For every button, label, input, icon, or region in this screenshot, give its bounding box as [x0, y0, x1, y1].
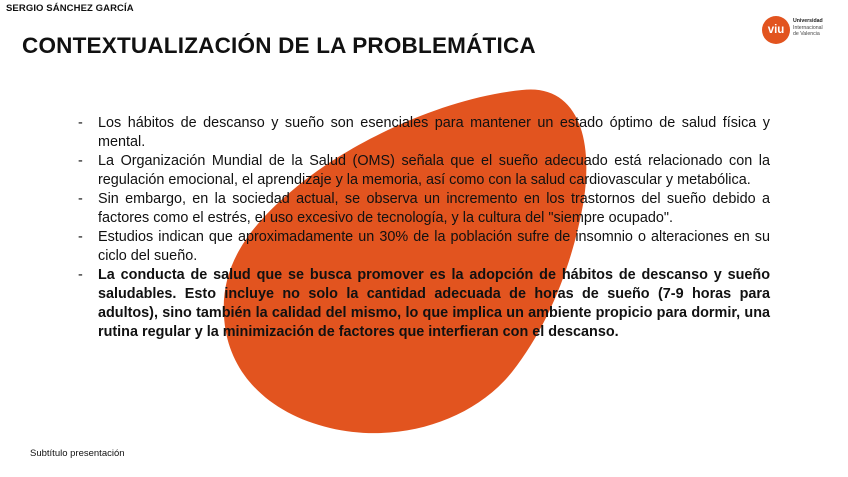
bullet-text: Estudios indican que aproximadamente un 30% de la población sufre de insomnio o alteraciones en su ciclo del sueño.	[98, 229, 770, 264]
bullet-text: La Organización Mundial de la Salud (OMS) señala que el sueño adecuado está relacionado con la regulación emocional, el aprendizaje y la memoria, así como con la salud cardiovascular y metabólica.	[98, 153, 770, 188]
bullet-dash: -	[78, 191, 83, 207]
viu-logo	[762, 16, 824, 46]
list-item	[78, 114, 770, 152]
logo-wordmark	[793, 18, 823, 38]
bullet-dash: -	[78, 115, 83, 131]
list-item	[78, 228, 770, 266]
bullet-text: Sin embargo, en la sociedad actual, se observa un incremento en los trastornos del sueño debido a factores como el estrés, el uso excesivo de tecnología, y la cultura del "siempre ocupado".	[98, 191, 770, 226]
bullet-dash: -	[78, 229, 83, 245]
bullet-dash: -	[78, 153, 83, 169]
bullet-dash: -	[78, 267, 83, 283]
list-item	[78, 152, 770, 190]
list-item	[78, 190, 770, 228]
list-item-highlight	[78, 266, 770, 342]
logo-line-1: Universidad	[793, 18, 823, 24]
logo-mark: viu	[762, 16, 790, 44]
author-name: SERGIO SÁNCHEZ GARCÍA	[6, 3, 134, 14]
logo-line-3: de Valencia	[793, 31, 820, 37]
slide-title: CONTEXTUALIZACIÓN DE LA PROBLEMÁTICA	[22, 33, 536, 58]
bullet-text: Los hábitos de descanso y sueño son esenciales para mantener un estado óptimo de salud física y mental.	[98, 115, 770, 150]
bullet-list	[78, 114, 770, 342]
bullet-text: La conducta de salud que se busca promover es la adopción de hábitos de descanso y sueño saludables. Esto incluye no solo la cantidad adecuada de horas de sueño (7-9 horas para adultos), sino también la calidad del mismo, lo que implica un ambiente propicio para dormir, una rutina regular y la minimización de factores que interfieran con el descanso.	[98, 267, 770, 340]
logo-line-2: Internacional	[793, 24, 823, 31]
footer-subtitle: Subtítulo presentación	[30, 448, 125, 459]
